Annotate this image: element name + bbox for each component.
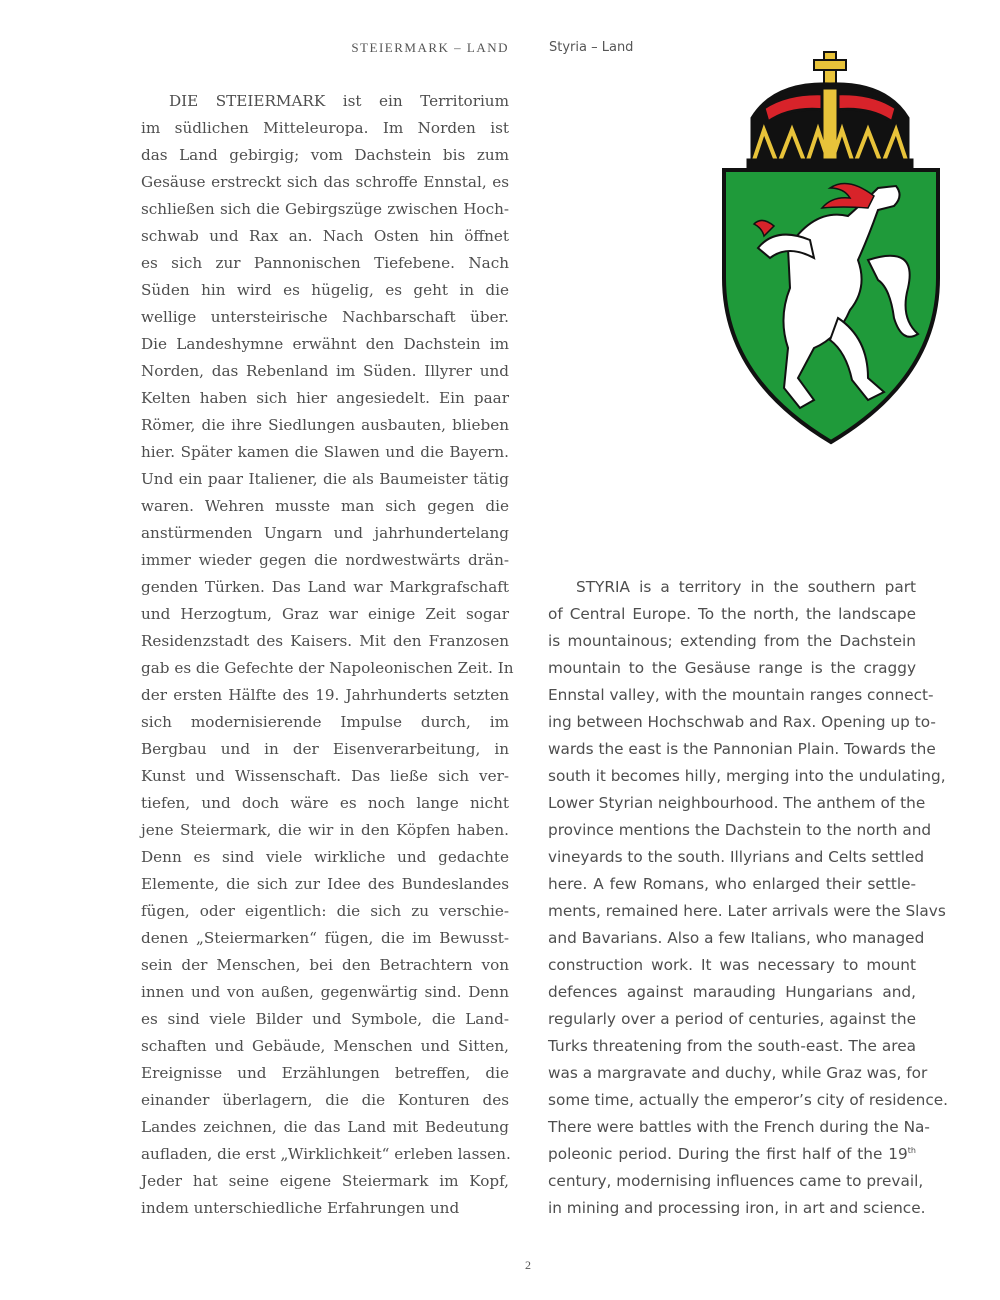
- german-text-line: indem unterschiedliche Erfahrungen und: [141, 1199, 460, 1217]
- german-text-line: der ersten Hälfte des 19. Jahrhunderts setzten: [141, 686, 509, 704]
- german-text-line: Und ein paar Italiener, die als Baumeister tätig: [141, 470, 509, 488]
- german-text-line: und Herzogtum, Graz war einige Zeit sogar: [141, 605, 509, 623]
- english-text-line: There were battles with the French during the Na-: [548, 1118, 930, 1136]
- german-text-line: schwab und Rax an. Nach Osten hin öffnet: [141, 227, 509, 245]
- german-text-line: genden Türken. Das Land war Markgrafschaft: [141, 578, 509, 596]
- german-text-line: es sind viele Bilder und Symbole, die Land-: [141, 1010, 509, 1028]
- english-text-line: ing between Hochschwab and Rax. Opening up to-: [548, 713, 936, 731]
- german-text-line: es sich zur Pannonischen Tiefebene. Nach: [141, 254, 509, 272]
- german-text-line: sich modernisierende Impulse durch, im: [141, 713, 509, 731]
- english-text-line: vineyards to the south. Illyrians and Celts settled: [548, 848, 925, 866]
- german-text-line: Landes zeichnen, die das Land mit Bedeutung: [141, 1118, 509, 1136]
- german-text-line: tiefen, und doch wäre es noch lange nicht: [141, 794, 509, 812]
- english-text-line: of Central Europe. To the north, the landscape: [548, 605, 916, 623]
- german-text-line: Kelten haben sich hier angesiedelt. Ein paar: [141, 389, 509, 407]
- german-text-line: Norden, das Rebenland im Süden. Illyrer und: [141, 362, 509, 380]
- page-number: 2: [525, 1258, 531, 1272]
- english-text-line: defences against marauding Hungarians and,: [548, 983, 916, 1001]
- english-text-line: poleonic period. During the first half of the 19th: [548, 1145, 916, 1163]
- english-text-line: mountain to the Gesäuse range is the craggy: [548, 659, 916, 677]
- english-text-line: some time, actually the emperor’s city of residence.: [548, 1091, 949, 1109]
- english-text-line: century, modernising influences came to prevail,: [548, 1172, 924, 1190]
- german-text-line: immer wieder gegen die nordwestwärts drän-: [141, 551, 509, 569]
- german-text-line: hier. Später kamen die Slawen und die Bayern.: [141, 443, 509, 461]
- german-text-line: fügen, oder eigentlich: die sich zu verschie-: [141, 902, 509, 920]
- german-text-line: das Land gebirgig; vom Dachstein bis zum: [141, 146, 509, 164]
- english-text-column: [548, 574, 949, 1222]
- english-text-line: here. A few Romans, who enlarged their settle-: [548, 875, 916, 893]
- german-text-line: Jeder hat seine eigene Steiermark im Kopf,: [141, 1172, 509, 1190]
- english-text-line: and Bavarians. Also a few Italians, who managed: [548, 929, 925, 947]
- english-text-line: regularly over a period of centuries, against the: [548, 1010, 916, 1028]
- german-text-line: Gesäuse erstreckt sich das schroffe Ennstal, es: [141, 173, 509, 191]
- german-text-line: jene Steiermark, die wir in den Köpfen haben.: [141, 821, 509, 839]
- english-text-line: was a margravate and duchy, while Graz was, for: [548, 1064, 928, 1082]
- english-text-line: STYRIA is a territory in the southern part: [576, 578, 916, 596]
- running-head-right: Styria – Land: [549, 40, 634, 55]
- english-text-line: wards the east is the Pannonian Plain. Towards the: [548, 740, 936, 758]
- german-text-line: sein der Menschen, bei den Betrachtern von: [141, 956, 509, 974]
- german-text-line: Bergbau und in der Eisenverarbeitung, in: [141, 740, 509, 758]
- german-text-line: innen und von außen, gegenwärtig sind. Denn: [141, 983, 509, 1001]
- german-text-line: denen „Steiermarken“ fügen, die im Bewusst-: [141, 929, 509, 947]
- german-text-line: anstürmenden Ungarn und jahrhundertelang: [141, 524, 509, 542]
- german-text-line: wellige untersteirische Nachbarschaft über.: [141, 308, 509, 326]
- german-text-line: DIE STEIERMARK ist ein Territorium: [169, 92, 509, 110]
- german-text-line: gab es die Gefechte der Napoleonischen Zeit. In: [141, 659, 514, 677]
- german-text-column: [141, 88, 514, 1222]
- english-text-line: construction work. It was necessary to mount: [548, 956, 916, 974]
- german-text-line: aufladen, die erst „Wirklichkeit“ erleben lassen.: [141, 1145, 511, 1163]
- english-text-line: in mining and processing iron, in art and science.: [548, 1199, 926, 1217]
- german-text-line: waren. Wehren musste man sich gegen die: [141, 497, 509, 515]
- english-text-line: Lower Styrian neighbourhood. The anthem of the: [548, 794, 926, 812]
- german-text-line: schaften und Gebäude, Menschen und Sitten,: [141, 1037, 509, 1055]
- english-text-line: Turks threatening from the south-east. The area: [548, 1037, 916, 1055]
- english-text-line: is mountainous; extending from the Dachstein: [548, 632, 916, 650]
- running-head-left: STEIERMARK – LAND: [351, 40, 509, 55]
- german-text-line: Denn es sind viele wirkliche und gedachte: [141, 848, 509, 866]
- german-text-line: Kunst und Wissenschaft. Das ließe sich ver-: [141, 767, 509, 785]
- german-text-line: Süden hin wird es hügelig, es geht in die: [141, 281, 509, 299]
- german-text-line: im südlichen Mitteleuropa. Im Norden ist: [141, 119, 509, 137]
- german-text-line: schließen sich die Gebirgszüge zwischen Hoch-: [141, 200, 509, 218]
- english-text-line: ments, remained here. Later arrivals were the Slavs: [548, 902, 946, 920]
- german-text-line: Residenzstadt des Kaisers. Mit den Franzosen: [141, 632, 509, 650]
- superscript-ordinal: th: [907, 1145, 916, 1155]
- styria-coat-of-arms-icon: [718, 48, 944, 446]
- crown-icon: [748, 84, 912, 170]
- german-text-line: einander überlagern, die die Konturen des: [141, 1091, 509, 1109]
- german-text-line: Elemente, die sich zur Idee des Bundeslandes: [141, 875, 509, 893]
- english-text-line: province mentions the Dachstein to the north and: [548, 821, 932, 839]
- german-text-line: Römer, die ihre Siedlungen ausbauten, blieben: [141, 416, 509, 434]
- english-text-line: south it becomes hilly, merging into the undulating,: [548, 767, 946, 785]
- english-text-line: Ennstal valley, with the mountain ranges connect-: [548, 686, 934, 704]
- german-text-line: Die Landeshymne erwähnt den Dachstein im: [141, 335, 509, 353]
- german-text-line: Ereignisse und Erzählungen betreffen, die: [141, 1064, 509, 1082]
